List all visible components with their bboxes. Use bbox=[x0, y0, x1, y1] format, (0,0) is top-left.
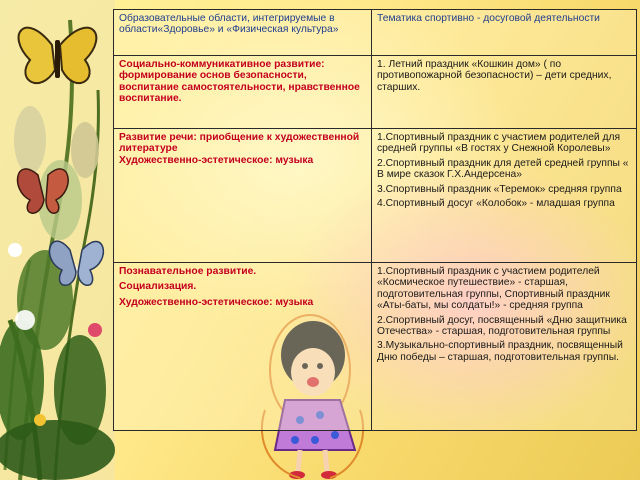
table-row bbox=[114, 263, 637, 431]
header-cell-areas: Образовательные области, интегрируемые в области«Здоровье» и «Физическая культура» bbox=[114, 10, 372, 56]
theme-cell bbox=[372, 129, 637, 263]
theme-item: 2.Спортивный праздник для детей средней группы « В мире сказок Г.Х.Андерсена» bbox=[377, 157, 629, 181]
table-row bbox=[114, 129, 637, 263]
area-text: Социально-коммуникативное развитие: формирование основ безопасности, воспитание самостоятельности, нравственное воспитание. bbox=[119, 59, 360, 105]
theme-item: 1. Летний праздник «Кошкин дом» ( по противопожарной безопасности) – дети средних, старших. bbox=[377, 59, 612, 93]
theme-item: 3.Спортивный праздник «Теремок» средняя группа bbox=[377, 183, 622, 195]
theme-cell bbox=[372, 56, 637, 129]
area-cell bbox=[114, 129, 372, 263]
area-text: Художественно-эстетическое: музыка bbox=[119, 296, 314, 308]
table-row bbox=[114, 56, 637, 129]
theme-item: 4.Спортивный досуг «Колобок» - младшая группа bbox=[377, 198, 615, 210]
table-header-row bbox=[114, 10, 637, 56]
activities-table bbox=[113, 9, 637, 431]
area-cell bbox=[114, 56, 372, 129]
header-cell-themes: Тематика спортивно - досуговой деятельности bbox=[372, 10, 637, 56]
area-text: Познавательное развитие. bbox=[119, 266, 257, 277]
theme-cell bbox=[372, 263, 637, 431]
theme-item: 1.Спортивный праздник с участием родителей «Космическое путешествие» - старшая, подготовительная группы, Спортивный праздник «Аты-баты, мы солдаты!» - средняя группа bbox=[377, 266, 610, 312]
area-text: Художественно-эстетическое: музыка bbox=[119, 154, 314, 166]
area-cell bbox=[114, 263, 372, 431]
theme-item: 3.Музыкально-спортивный праздник, посвященный Дню победы – старшая, подготовительная группы. bbox=[377, 340, 623, 363]
theme-item: 1.Спортивный праздник с участием родителей для средней группы «В гостях у Снежной Королевы» bbox=[377, 132, 621, 155]
theme-item: 2.Спортивный досуг, посвященный «Дню защитника Отечества» - старшая, подготовительная группы bbox=[377, 314, 627, 338]
area-text: Социализация. bbox=[119, 281, 197, 293]
area-text: Развитие речи: приобщение к художественной литературе bbox=[119, 132, 360, 155]
